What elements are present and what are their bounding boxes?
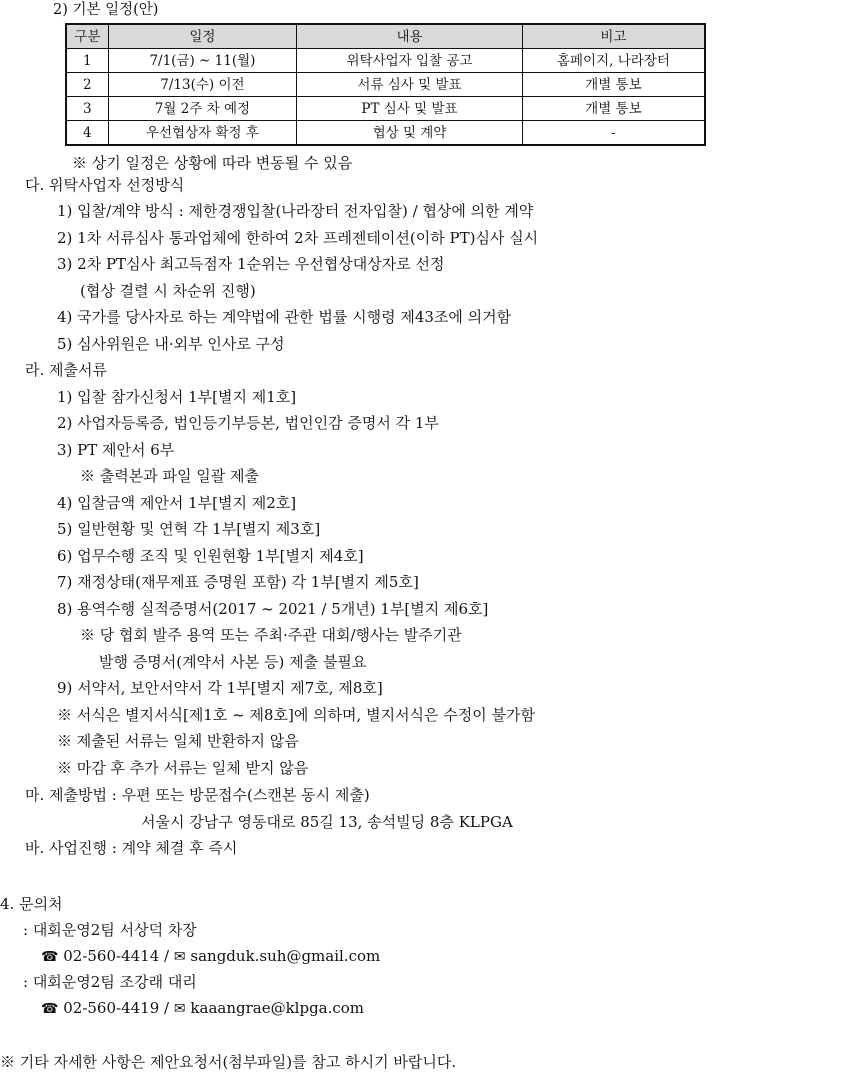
table-cell: 위탁사업자 입찰 공고 xyxy=(297,49,523,73)
contact-title: 4. 문의처 xyxy=(0,895,63,913)
document-item: 5) 일반현황 및 연혁 각 1부[별지 제3호] xyxy=(57,520,321,538)
table-row xyxy=(66,49,705,73)
project-progress: 바. 사업진행 : 계약 체결 후 즉시 xyxy=(25,839,238,857)
table-cell: 7/13(수) 이전 xyxy=(108,73,296,97)
submission-address: 서울시 강남구 영동대로 85길 13, 송석빌딩 8층 KLPGA xyxy=(141,813,513,831)
email-address: kaaangrae@klpga.com xyxy=(190,999,365,1017)
footer-note: ※ 기타 자세한 사항은 제안요청서(첨부파일)를 참고 하시기 바랍니다. xyxy=(0,1053,457,1071)
table-cell: 우선협상자 확정 후 xyxy=(108,121,296,146)
mail-icon: ✉ xyxy=(173,949,186,965)
selection-item: 3) 2차 PT심사 최고득점자 1순위는 우선협상대상자로 선정 xyxy=(57,255,445,273)
selection-item: 2) 1차 서류심사 통과업체에 한하여 2차 프레젠테이션(이하 PT)심사 실시 xyxy=(57,229,539,247)
phone-icon: ☎ xyxy=(41,1001,59,1017)
document-item: 발행 증명서(계약서 사본 등) 제출 불필요 xyxy=(99,653,367,671)
contact-person: : 대회운영2팀 서상덕 차장 xyxy=(23,921,197,939)
table-cell: 2 xyxy=(66,73,108,97)
selection-item: 5) 심사위원은 내·외부 인사로 구성 xyxy=(57,335,285,353)
table-cell: 4 xyxy=(66,121,108,146)
separator: / xyxy=(164,999,170,1017)
contact-person: : 대회운영2팀 조강래 대리 xyxy=(23,973,197,991)
schedule-heading: 2) 기본 일정(안) xyxy=(53,2,159,18)
table-cell: 7월 2주 차 예정 xyxy=(108,97,296,121)
document-item: ※ 당 협회 발주 용역 또는 주최·주관 대회/행사는 발주기관 xyxy=(80,626,462,644)
schedule-note: ※ 상기 일정은 상황에 따라 변동될 수 있음 xyxy=(72,154,353,172)
selection-item: 4) 국가를 당사자로 하는 계약법에 관한 법률 시행령 제43조에 의거함 xyxy=(57,308,512,326)
separator: / xyxy=(164,947,170,965)
table-cell: 협상 및 계약 xyxy=(297,121,523,146)
schedule-table xyxy=(65,23,706,146)
table-cell: 개별 통보 xyxy=(522,97,705,121)
schedule-header-row xyxy=(66,24,705,49)
phone-icon: ☎ xyxy=(41,949,59,965)
table-cell: 개별 통보 xyxy=(522,73,705,97)
table-cell: PT 심사 및 발표 xyxy=(297,97,523,121)
document-item: ※ 출력본과 파일 일괄 제출 xyxy=(80,467,259,485)
table-cell: 7/1(금) ~ 11(월) xyxy=(108,49,296,73)
document-item: 4) 입찰금액 제안서 1부[별지 제2호] xyxy=(57,494,297,512)
document-item: 1) 입찰 참가신청서 1부[별지 제1호] xyxy=(57,388,297,406)
documents-title: 라. 제출서류 xyxy=(25,361,107,379)
selection-item: 1) 입찰/계약 방식 : 제한경쟁입찰(나라장터 전자입찰) / 협상에 의한 계약 xyxy=(57,202,534,220)
document-item: ※ 서식은 별지서식[제1호 ~ 제8호]에 의하며, 별지서식은 수정이 불가함 xyxy=(57,706,536,724)
document-item: ※ 제출된 서류는 일체 반환하지 않음 xyxy=(57,732,299,750)
document-item: 8) 용역수행 실적증명서(2017 ~ 2021 / 5개년) 1부[별지 제6호] xyxy=(57,600,489,618)
header-content: 내용 xyxy=(297,24,523,49)
table-cell: 홈페이지, 나라장터 xyxy=(522,49,705,73)
table-row xyxy=(66,73,705,97)
mail-icon: ✉ xyxy=(173,1001,186,1017)
table-cell: 서류 심사 및 발표 xyxy=(297,73,523,97)
table-row xyxy=(66,121,705,146)
email-address: sangduk.suh@gmail.com xyxy=(190,947,381,965)
header-category: 구분 xyxy=(66,24,108,49)
document-item: ※ 마감 후 추가 서류는 일체 받지 않음 xyxy=(57,759,309,777)
document-item: 9) 서약서, 보안서약서 각 1부[별지 제7호, 제8호] xyxy=(57,679,383,697)
header-schedule: 일정 xyxy=(108,24,296,49)
document-item: 2) 사업자등록증, 법인등기부등본, 법인인감 증명서 각 1부 xyxy=(57,414,439,432)
table-cell: 1 xyxy=(66,49,108,73)
document-item: 7) 재정상태(재무제표 증명원 포함) 각 1부[별지 제5호] xyxy=(57,573,419,591)
table-cell: 3 xyxy=(66,97,108,121)
phone-number: 02-560-4419 xyxy=(63,999,160,1017)
submission-method: 마. 제출방법 : 우편 또는 방문접수(스캔본 동시 제출) xyxy=(25,786,370,804)
contact-line xyxy=(41,998,364,1019)
document-item: 3) PT 제안서 6부 xyxy=(57,441,175,459)
phone-number: 02-560-4414 xyxy=(63,947,160,965)
contact-line xyxy=(41,946,380,967)
selection-item: (협상 결렬 시 차순위 진행) xyxy=(80,282,256,300)
table-cell: - xyxy=(522,121,705,146)
table-row xyxy=(66,97,705,121)
header-remarks: 비고 xyxy=(522,24,705,49)
document-item: 6) 업무수행 조직 및 인원현황 1부[별지 제4호] xyxy=(57,547,364,565)
selection-title: 다. 위탁사업자 선정방식 xyxy=(25,176,185,194)
